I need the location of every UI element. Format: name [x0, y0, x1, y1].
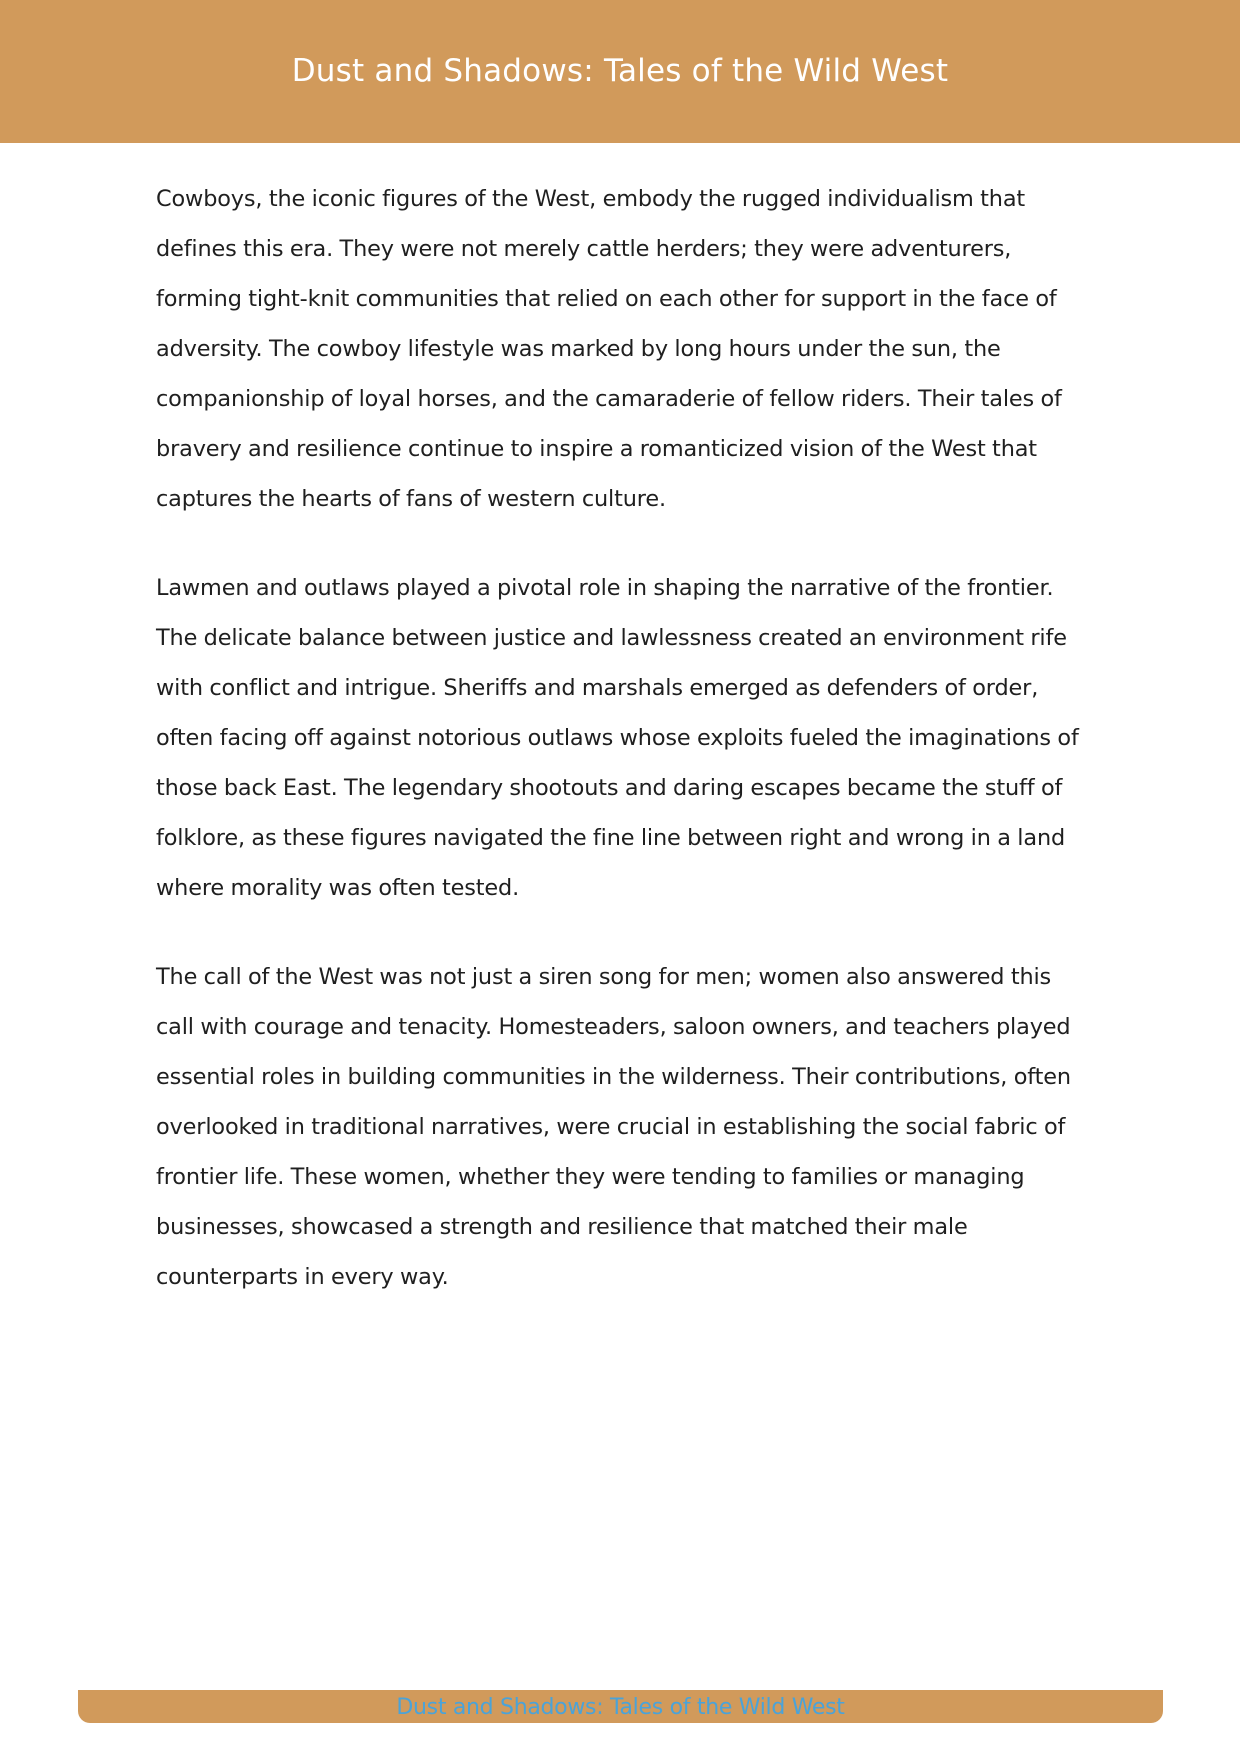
page-title: Dust and Shadows: Tales of the Wild West — [291, 52, 949, 89]
paragraph-cowboys: Cowboys, the iconic figures of the West, embody the rugged individualism that defines this era. They were not merely cattle herders; they were adventurers, forming tight-knit communities that relied on each other for support in the face of adversity. The cowboy lifestyle was marked by long hours under the sun, the companionship of loyal horses, and the camaraderie of fellow riders. Their tales of bravery and resilience continue to inspire a romanticized vision of the West that captures the hearts of fans of western culture. — [156, 186, 1062, 512]
page-header — [0, 0, 1240, 143]
paragraph-lawmen-outlaws: Lawmen and outlaws played a pivotal role in shaping the narrative of the frontier. The delicate balance between justice and lawlessness created an environment rife with conflict and intrigue. Sheriffs and marshals emerged as defenders of order, often facing off against notorious outlaws whose exploits fueled the imaginations of those back East. The legendary shootouts and daring escapes became the stuff of folklore, as these figures navigated the fine line between right and wrong in a land where morality was often tested. — [156, 575, 1079, 901]
footer-title: Dust and Shadows: Tales of the Wild West — [396, 1695, 845, 1720]
document-body — [156, 174, 1086, 1341]
page-footer — [78, 1690, 1163, 1723]
paragraph-women-of-the-west: The call of the West was not just a siren song for men; women also answered this call with courage and tenacity. Homesteaders, saloon owners, and teachers played essential roles in building communities in the wilderness. Their contributions, often overlooked in traditional narratives, were crucial in establishing the social fabric of frontier life. These women, whether they were tending to families or managing businesses, showcased a strength and resilience that matched their male counterparts in every way. — [156, 964, 1071, 1290]
